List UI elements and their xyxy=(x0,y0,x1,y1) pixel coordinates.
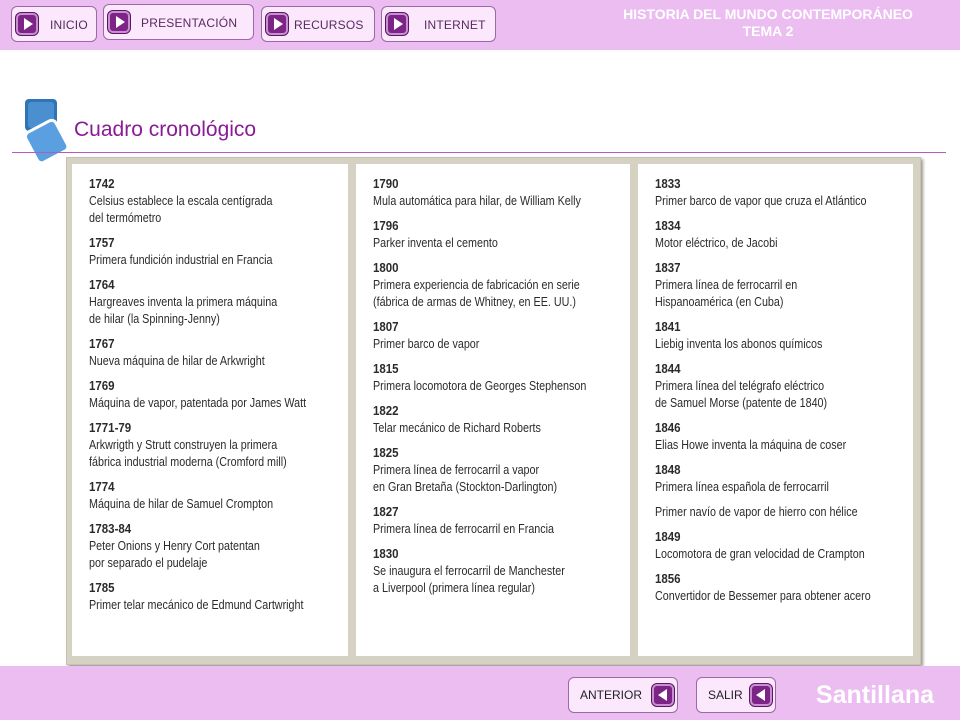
timeline-entry xyxy=(655,420,903,454)
timeline-entry xyxy=(373,546,620,597)
timeline-year: 1764 xyxy=(89,278,115,292)
timeline-entry xyxy=(655,571,903,605)
section-divider xyxy=(12,152,946,153)
timeline-entry xyxy=(655,218,903,252)
play-arrow-icon xyxy=(16,13,38,35)
timeline-entry xyxy=(89,521,338,572)
timeline-year: 1774 xyxy=(89,480,115,494)
nav-presentacion-button[interactable] xyxy=(103,4,254,40)
course-title-line2: TEMA 2 xyxy=(742,23,794,39)
timeline-description: Máquina de vapor, patentada por James Watt xyxy=(89,396,307,410)
timeline-year: 1827 xyxy=(373,505,399,519)
timeline-year: 1767 xyxy=(89,337,115,351)
timeline-description: Primer barco de vapor xyxy=(373,337,480,351)
timeline-entry xyxy=(373,504,620,538)
timeline-description: por separado el pudelaje xyxy=(89,556,208,570)
timeline-description: Primera línea de ferrocarril en xyxy=(655,278,798,292)
timeline-description: Hargreaves inventa la primera máquina xyxy=(89,295,278,309)
timeline-entry xyxy=(373,445,620,496)
nav-internet-button[interactable] xyxy=(381,6,496,42)
timeline-description: Primer navío de vapor de hierro con hélice xyxy=(655,505,858,519)
timeline-entry xyxy=(89,580,338,614)
timeline-year: 1769 xyxy=(89,379,115,393)
timeline-description: (fábrica de armas de Whitney, en EE. UU.) xyxy=(373,295,576,309)
timeline-description: de Samuel Morse (patente de 1840) xyxy=(655,396,828,410)
timeline-entry xyxy=(89,176,338,227)
timeline-entry xyxy=(655,260,903,311)
salir-label: SALIR xyxy=(708,688,743,702)
timeline-entry xyxy=(373,218,620,252)
timeline-year: 1800 xyxy=(373,261,399,275)
timeline-description: Parker inventa el cemento xyxy=(373,236,498,250)
timeline-year: 1846 xyxy=(655,421,681,435)
timeline-description: Convertidor de Bessemer para obtener acero xyxy=(655,589,871,603)
timeline-year: 1834 xyxy=(655,219,681,233)
timeline-entry xyxy=(89,420,338,471)
timeline-year: 1796 xyxy=(373,219,399,233)
salir-button[interactable] xyxy=(696,677,776,713)
timeline-entry xyxy=(373,361,620,395)
timeline-entry xyxy=(655,462,903,496)
timeline-year: 1757 xyxy=(89,236,115,250)
nav-inicio-button[interactable] xyxy=(11,6,97,42)
timeline-description: Peter Onions y Henry Cort patentan xyxy=(89,539,260,553)
timeline-description: Se inaugura el ferrocarril de Manchester xyxy=(373,564,565,578)
timeline-description: Celsius establece la escala centígrada xyxy=(89,194,273,208)
nav-recursos-label: RECURSOS xyxy=(294,18,364,32)
section-title: Cuadro cronológico xyxy=(74,118,257,141)
timeline-description: del termómetro xyxy=(89,211,162,225)
timeline-description: Arkwrigth y Strutt construyen la primera xyxy=(89,438,278,452)
timeline-description: Mula automática para hilar, de William Kelly xyxy=(373,194,581,208)
course-title-line1: HISTORIA DEL MUNDO CONTEMPORÁNEO xyxy=(623,6,913,22)
timeline-entry xyxy=(89,336,338,370)
timeline-year: 1844 xyxy=(655,362,681,376)
publisher-logo: Santillana xyxy=(815,681,934,709)
timeline-description: Primera línea del telégrafo eléctrico xyxy=(655,379,825,393)
back-arrow-icon xyxy=(750,684,772,706)
timeline-entry xyxy=(373,260,620,311)
timeline-description: Locomotora de gran velocidad de Crampton xyxy=(655,547,865,561)
timeline-description: Primera línea de ferrocarril a vapor xyxy=(373,463,540,477)
course-title xyxy=(588,6,948,40)
nav-inicio-label: INICIO xyxy=(50,18,88,32)
top-bar xyxy=(0,0,960,50)
timeline-entry xyxy=(89,479,338,513)
timeline-entry xyxy=(373,176,620,210)
timeline-year: 1848 xyxy=(655,463,681,477)
timeline-year: 1785 xyxy=(89,581,115,595)
timeline-description: Elias Howe inventa la máquina de coser xyxy=(655,438,847,452)
timeline-entry xyxy=(655,176,903,210)
nav-internet-label: INTERNET xyxy=(424,18,486,32)
timeline-description: Primera línea de ferrocarril en Francia xyxy=(373,522,555,536)
timeline-year: 1825 xyxy=(373,446,399,460)
timeline-description: Primer telar mecánico de Edmund Cartwright xyxy=(89,598,304,612)
timeline-year: 1771-79 xyxy=(89,421,132,435)
timeline-description: a Liverpool (primera línea regular) xyxy=(373,581,535,595)
timeline-year: 1815 xyxy=(373,362,399,376)
timeline-year: 1849 xyxy=(655,530,681,544)
play-arrow-icon xyxy=(386,13,408,35)
timeline-description: Primera experiencia de fabricación en serie xyxy=(373,278,580,292)
timeline-description: Primera línea española de ferrocarril xyxy=(655,480,829,494)
timeline-year: 1841 xyxy=(655,320,681,334)
timeline-description: Motor eléctrico, de Jacobi xyxy=(655,236,778,250)
timeline-entry xyxy=(89,277,338,328)
timeline-entry xyxy=(373,319,620,353)
nav-presentacion-label: PRESENTACIÓN xyxy=(141,16,238,30)
anterior-button[interactable] xyxy=(568,677,678,713)
timeline-description: fábrica industrial moderna (Cromford mill) xyxy=(89,455,287,469)
timeline-year: 1833 xyxy=(655,177,681,191)
timeline-year: 1783-84 xyxy=(89,522,132,536)
play-arrow-icon xyxy=(108,11,130,33)
timeline-entry xyxy=(655,529,903,563)
timeline-description: Telar mecánico de Richard Roberts xyxy=(373,421,541,435)
back-arrow-icon xyxy=(652,684,674,706)
timeline-description: Primera locomotora de Georges Stephenson xyxy=(373,379,587,393)
timeline-year: 1742 xyxy=(89,177,115,191)
timeline-description: Hispanoamérica (en Cuba) xyxy=(655,295,784,309)
timeline-description: Primera fundición industrial en Francia xyxy=(89,253,273,267)
stacked-squares-icon xyxy=(18,96,70,166)
play-arrow-icon xyxy=(266,13,288,35)
timeline-year: 1856 xyxy=(655,572,681,586)
chronology-column-2 xyxy=(356,164,630,656)
timeline-entry xyxy=(373,403,620,437)
chronology-column-1 xyxy=(72,164,348,656)
timeline-year: 1822 xyxy=(373,404,399,418)
timeline-entry xyxy=(89,235,338,269)
timeline-entry xyxy=(655,361,903,412)
timeline-year: 1790 xyxy=(373,177,399,191)
chronology-panel xyxy=(66,157,921,665)
anterior-label: ANTERIOR xyxy=(580,688,643,702)
timeline-description: Máquina de hilar de Samuel Crompton xyxy=(89,497,274,511)
timeline-description: de hilar (la Spinning-Jenny) xyxy=(89,312,220,326)
timeline-description: Primer barco de vapor que cruza el Atlántico xyxy=(655,194,867,208)
timeline-description: Liebig inventa los abonos químicos xyxy=(655,337,823,351)
timeline-entry xyxy=(655,504,903,521)
timeline-entry xyxy=(89,378,338,412)
timeline-description: Nueva máquina de hilar de Arkwright xyxy=(89,354,265,368)
timeline-year: 1830 xyxy=(373,547,399,561)
timeline-year: 1807 xyxy=(373,320,399,334)
timeline-description: en Gran Bretaña (Stockton-Darlington) xyxy=(373,480,558,494)
nav-recursos-button[interactable] xyxy=(261,6,375,42)
chronology-column-3 xyxy=(638,164,913,656)
timeline-entry xyxy=(655,319,903,353)
timeline-year: 1837 xyxy=(655,261,681,275)
